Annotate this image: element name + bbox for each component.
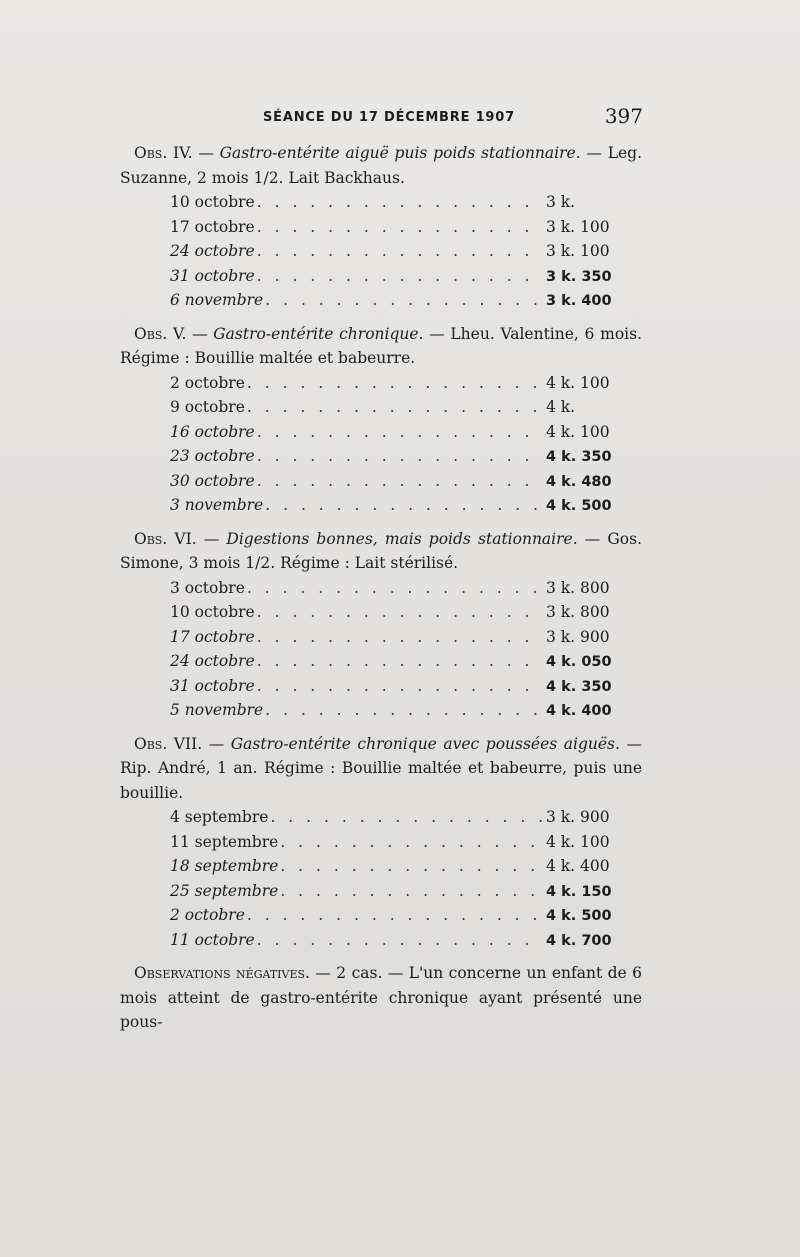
leader-dots [257, 264, 542, 289]
weight-entry [120, 830, 642, 855]
page-number: 397 [604, 104, 643, 128]
entry-date: 9 octobre [170, 398, 245, 416]
weight-entry [120, 600, 642, 625]
observation-heading: Obs. V. — Gastro-entérite chronique. — Lheu. Valentine, 6 mois. Régime : Bouillie maltée et babeurre. [120, 324, 642, 367]
negative-observations [120, 961, 642, 1035]
weight-entry [120, 903, 642, 928]
observation-vi [120, 527, 642, 723]
weight-list [120, 190, 642, 313]
observation-heading: Obs. VII. — Gastro-entérite chronique avec poussées aiguës. — Rip. André, 1 an. Régime : Bouillie maltée et babeurre, puis une bouillie. [120, 734, 642, 802]
entry-weight: 4 k. 400 [546, 857, 610, 875]
entry-date: 17 octobre [170, 217, 255, 236]
observation-label: Obs. VII. [134, 734, 203, 753]
entry-weight: 4 k. 480 [546, 473, 612, 490]
leader-dots [257, 420, 542, 445]
weight-entry [120, 420, 642, 445]
leader-dots [257, 928, 542, 953]
observation-title: Gastro-entérite chronique. [213, 324, 424, 343]
entry-weight: 4 k. 400 [546, 703, 612, 719]
entry-date: 6 novembre [170, 291, 264, 309]
weight-entry [120, 805, 642, 830]
negative-paragraph [120, 961, 642, 1035]
entry-weight: 4 k. 350 [546, 449, 612, 465]
entry-date: 18 septembre [170, 857, 279, 875]
observation-iv [120, 141, 642, 313]
leader-dots [265, 288, 542, 313]
entry-date: 31 octobre [170, 676, 255, 695]
observation-details: — Rip. André, 1 an. Régime : Bouillie maltée et babeurre, puis une bouillie. [120, 734, 642, 802]
leader-dots [257, 625, 542, 650]
negative-label: Observations négatives. [134, 964, 310, 982]
leader-dots [280, 830, 542, 855]
weight-entry [120, 371, 642, 396]
weight-list [120, 576, 642, 723]
entry-weight: 4 k. 500 [546, 498, 612, 514]
weight-entry [120, 854, 642, 879]
observation-details: — Gos. Simone, 3 mois 1/2. Régime : Lait stérilisé. [120, 529, 642, 572]
entry-weight: 4 k. 700 [546, 932, 612, 949]
entry-date: 24 octobre [170, 652, 255, 670]
observation-heading: Obs. IV. — Gastro-entérite aiguë puis poids stationnaire. — Leg. Suzanne, 2 mois 1/2. Lait Backhaus. [120, 144, 643, 187]
entry-weight: 3 k. 900 [546, 808, 610, 826]
weight-entry [120, 879, 642, 904]
entry-date: 25 septembre [170, 881, 279, 900]
weight-entry [120, 444, 642, 469]
entry-date: 10 octobre [170, 603, 255, 621]
weight-entry [120, 674, 642, 699]
leader-dots [247, 371, 542, 396]
weight-entry [120, 625, 642, 650]
observation-label: Obs. VI. [134, 529, 197, 548]
weight-entry [120, 649, 642, 674]
entry-weight: 4 k. 100 [546, 422, 610, 441]
leader-dots [265, 493, 542, 518]
observation-title: Gastro-entérite aiguë puis poids stationnaire. [219, 144, 581, 162]
observation-label: Obs. IV. [134, 144, 193, 162]
leader-dots [257, 444, 542, 469]
observation-details: — Lheu. Valentine, 6 mois. Régime : Bouillie maltée et babeurre. [120, 324, 642, 367]
entry-weight: 4 k. 150 [546, 883, 612, 900]
entry-weight: 3 k. 900 [546, 627, 610, 646]
leader-dots [257, 600, 542, 625]
entry-date: 11 septembre [170, 832, 279, 851]
observation-label: Obs. V. [134, 324, 187, 343]
leader-dots [280, 879, 542, 904]
negative-text: — 2 cas. — L'un concerne un enfant de 6 mois atteint de gastro-entérite chronique ayant présenté une pous- [120, 964, 642, 1031]
leader-dots [247, 576, 542, 601]
entry-date: 23 octobre [170, 447, 255, 465]
leader-dots [257, 649, 542, 674]
entry-weight: 3 k. 350 [546, 268, 612, 285]
weight-entry [120, 395, 642, 420]
weight-list [120, 371, 642, 518]
entry-weight: 3 k. 400 [546, 293, 612, 309]
entry-date: 5 novembre [170, 701, 264, 719]
leader-dots [247, 395, 542, 420]
entry-weight: 4 k. 100 [546, 832, 610, 851]
entry-date: 31 octobre [170, 266, 255, 285]
leader-dots [280, 854, 542, 879]
entry-date: 2 octobre [170, 906, 245, 924]
entry-weight: 3 k. 800 [546, 603, 610, 621]
weight-entry [120, 264, 642, 289]
leader-dots [247, 903, 542, 928]
running-head: SÉANCE DU 17 DÉCEMBRE 1907 [263, 110, 515, 125]
entry-date: 2 octobre [170, 373, 245, 392]
weight-entry [120, 288, 642, 313]
entry-weight: 4 k. [546, 398, 576, 416]
entry-date: 3 novembre [170, 496, 264, 514]
weight-entry [120, 469, 642, 494]
page-header [263, 104, 643, 134]
observation-vii [120, 732, 642, 953]
entry-weight: 3 k. 800 [546, 578, 610, 597]
entry-weight: 4 k. 350 [546, 678, 612, 695]
weight-entry [120, 928, 642, 953]
entry-weight: 4 k. 050 [546, 654, 612, 670]
observation-heading: Obs. VI. — Digestions bonnes, mais poids stationnaire. — Gos. Simone, 3 mois 1/2. Régime : Lait stérilisé. [120, 529, 642, 572]
observation-details: — Leg. Suzanne, 2 mois 1/2. Lait Backhaus. [120, 144, 643, 187]
weight-entry [120, 493, 642, 518]
entry-date: 4 septembre [170, 808, 269, 826]
leader-dots [270, 805, 542, 830]
entry-weight: 3 k. 100 [546, 217, 610, 236]
weight-entry [120, 698, 642, 723]
entry-date: 24 octobre [170, 242, 255, 260]
entry-date: 30 octobre [170, 471, 255, 490]
leader-dots [257, 215, 542, 240]
weight-entry [120, 576, 642, 601]
weight-entry [120, 239, 642, 264]
entry-weight: 4 k. 100 [546, 373, 610, 392]
observation-title: Gastro-entérite chronique avec poussées aiguës. [230, 734, 620, 753]
leader-dots [257, 239, 542, 264]
entry-date: 3 octobre [170, 578, 245, 597]
entry-weight: 3 k. 100 [546, 242, 610, 260]
observation-title: Digestions bonnes, mais poids stationnaire. [226, 529, 578, 548]
leader-dots [257, 190, 542, 215]
leader-dots [265, 698, 542, 723]
entry-weight: 3 k. [546, 193, 576, 211]
weight-list [120, 805, 642, 952]
entry-weight: 4 k. 500 [546, 908, 612, 924]
entry-date: 17 octobre [170, 627, 255, 646]
observation-v [120, 322, 642, 518]
weight-entry [120, 190, 642, 215]
leader-dots [257, 674, 542, 699]
entry-date: 10 octobre [170, 193, 255, 211]
entry-date: 16 octobre [170, 422, 255, 441]
weight-entry [120, 215, 642, 240]
leader-dots [257, 469, 542, 494]
page-content [120, 141, 642, 1035]
entry-date: 11 octobre [170, 930, 255, 949]
